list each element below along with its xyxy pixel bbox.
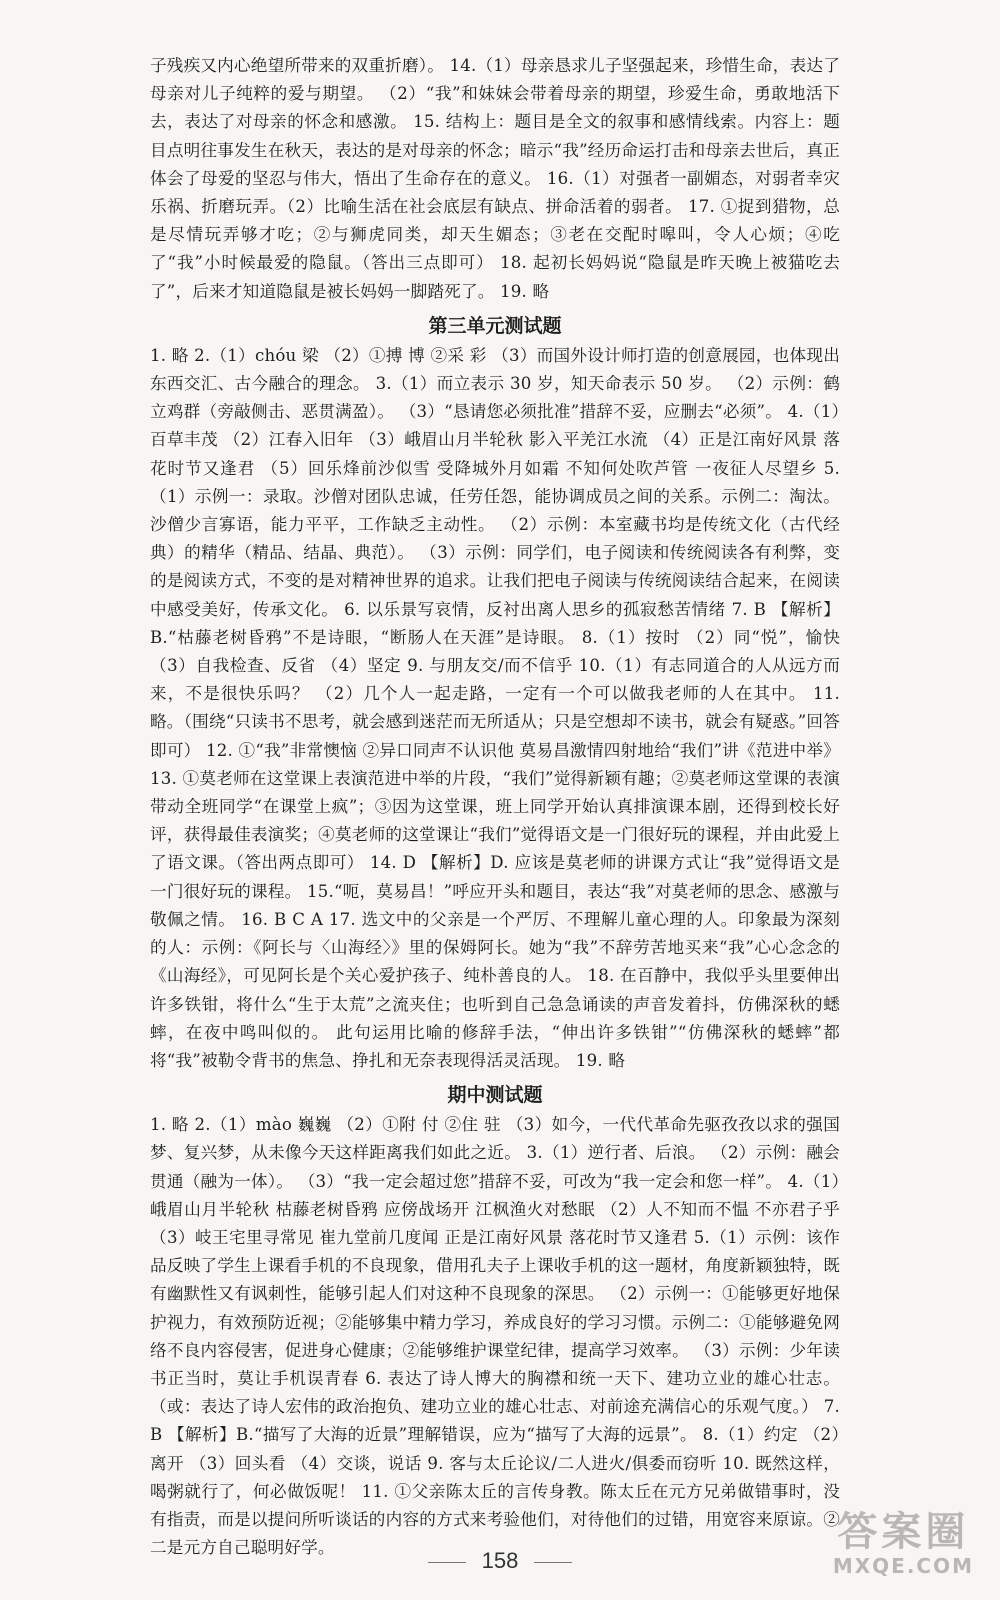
watermark-en: MXQE.COM [832, 1554, 974, 1578]
answer-block-midterm: 1. 略 2.（1）mào 巍巍 （2）①附 付 ②住 驻 （3）如今，一代代革命先驱孜孜以求的强国梦、复兴梦，从未像今天这样距离我们如此之近。 3.（1）逆行者、后浪。 （2）示例：融会贯通（融为一体）。 （3）“我一定会超过您”措辞不妥，可改为“我一定会和您一样”。 4.（1）峨眉山月半轮秋 枯藤老树昏鸦 应傍战场开 江枫渔火对愁眠 （2）人不知而不愠 不亦君子乎 （3）岐王宅里寻常见 崔九堂前几度闻 正是江南好风景 落花时节又逢君 5.（1）示例：该作品反映了学生上课看手机的不良现象，借用孔夫子上课收手机的这一题材，角度新颖独特，既有幽默性又有讽刺性，能够引起人们对这种不良现象的深思。 （2）示例一：①能够更好地保护视力，有效预防近视；②能够集中精力学习，养成良好的学习习惯。示例二：①能够避免网络不良内容侵害，促进身心健康；②能够维护课堂纪律，提高学习效率。 （3）示例：少年读书正当时，莫让手机误青春 6. 表达了诗人博大的胸襟和统一天下、建功立业的雄心壮志。（或：表达了诗人宏伟的政治抱负、建功立业的雄心壮志、对前途充满信心的乐观气度。） 7. B 【解析】B.“描写了大海的近景”理解错误，应为“描写了大海的远景”。 8.（1）约定 （2）离开 （3）回头看 （4）交谈，说话 9. 客与太丘论议/二人进火/俱委而窃听 10. 既然这样，喝粥就行了，何必做饭呢！ 11. ①父亲陈太丘的言传身教。陈太丘在元方兄弟做错事时，没有指责，而是以提问所听谈话的内容的方式来考验他们，对待他们的过错，用宽容来原谅。②二是元方自己聪明好学。 [150, 1115, 840, 1558]
answer-block-unit3: 1. 略 2.（1）chóu 梁 （2）①搏 博 ②采 彩 （3）而国外设计师打造的创意展园，也体现出东西交汇、古今融合的理念。 3.（1）而立表示 30 岁，知天命表示 50 岁。 （2）示例：鹤立鸡群（旁敲侧击、恶贯满盈）。 （3）“恳请您必须批准”措辞不妥，应删去“必须”。 4.（1）百草丰茂 （2）江春入旧年 （3）峨眉山月半轮秋 影入平羌江水流 （4）正是江南好风景 落花时节又逢君 （5）回乐烽前沙似雪 受降城外月如霜 不知何处吹芦管 一夜征人尽望乡 5.（1）示例一：录取。沙僧对团队忠诚，任劳任怨，能协调成员之间的关系。示例二：淘汰。沙僧少言寡语，能力平平，工作缺乏主动性。 （2）示例：本室藏书均是传统文化（古代经典）的精华（精品、结晶、典范）。 （3）示例：同学们，电子阅读和传统阅读各有利弊，变的是阅读方式，不变的是对精神世界的追求。让我们把电子阅读与传统阅读结合起来，在阅读中感受美好，传承文化。 6. 以乐景写哀情，反衬出离人思乡的孤寂愁苦情绪 7. B 【解析】B.“枯藤老树昏鸦”不是诗眼，“断肠人在天涯”是诗眼。 8.（1）按时 （2）同“悦”，愉快 （3）自我检查、反省 （4）坚定 9. 与朋友交/而不信乎 10.（1）有志同道合的人从远方而来，不是很快乐吗？ （2）几个人一起走路，一定有一个可以做我老师的人在其中。 11. 略。（围绕“只读书不思考，就会感到迷茫而无所适从；只是空想却不读书，就会有疑惑。”回答即可） 12. ①“我”非常懊恼 ②异口同声不认识他 莫易昌激情四射地给“我们”讲《范进中举》 13. ①莫老师在这堂课上表演范进中举的片段，“我们”觉得新颖有趣；②莫老师这堂课的表演带动全班同学“在课堂上疯”；③因为这堂课，班上同学开始认真排演课本剧，还得到校长好评，获得最佳表演奖；④莫老师的这堂课让“我们”觉得语文是一门很好玩的课程，并由此爱上了语文课。（答出两点即可） 14. D 【解析】D. 应该是莫老师的讲课方式让“我”觉得语文是一门很好玩的课程。 15.“呃，莫易昌！”呼应开头和题目，表达“我”对莫老师的思念、感激与敬佩之情。 16. B C A 17. 选文中的父亲是一个严厉、不理解儿童心理的人。印象最为深刻的人：示例：《阿长与〈山海经〉》里的保姆阿长。她为“我”不辞劳苦地买来“我”心心念念的《山海经》，可见阿长是个关心爱护孩子、纯朴善良的人。 18. 在百静中，我似乎头里要伸出许多铁钳，将什么“生于太荒”之流夹住；也听到自己急急诵读的声音发着抖，仿佛深秋的蟋蟀，在夜中鸣叫似的。 此句运用比喻的修辞手法，“伸出许多铁钳”“仿佛深秋的蟋蟀”都将“我”被勒令背书的焦急、挣扎和无奈表现得活灵活现。 19. 略 [150, 345, 840, 1070]
page-number-dash-left [428, 1562, 466, 1563]
answer-block-unit2-end: 子残疾又内心绝望所带来的双重折磨）。 14.（1）母亲恳求儿子坚强起来，珍惜生命，表达了母亲对儿子纯粹的爱与期望。 （2）“我”和妹妹会带着母亲的期望，珍爱生命，勇敢地活下去，表达了对母亲的怀念和感激。 15. 结构上：题目是全文的叙事和感情线索。内容上：题目点明往事发生在秋天，表达的是对母亲的怀念；暗示“我”经历命运打击和母亲去世后，真正体会了母爱的坚忍与伟大，悟出了生命存在的意义。 16.（1）对强者一副媚态，对弱者幸灾乐祸、折磨玩弄。（2）比喻生活在社会底层有缺点、拼命活着的弱者。 17. ①捉到猎物，总是尽情玩弄够才吃；②与狮虎同类，却天生媚态；③老在交配时嗥叫，令人心烦；④吃了“我”小时候最爱的隐鼠。（答出三点即可） 18. 起初长妈妈说“隐鼠是昨天晚上被猫吃去了”，后来才知道隐鼠是被长妈妈一脚踏死了。 19. 略 [150, 56, 840, 301]
section-title-midterm: 期中测试题 [447, 1084, 543, 1107]
page-number-dash-right [534, 1562, 572, 1563]
answer-page [150, 52, 840, 1562]
watermark-cn: 答案圈 [837, 1509, 970, 1555]
watermark-logo [833, 1510, 974, 1578]
page-number-text: 158 [481, 1548, 519, 1573]
section-title-unit3: 第三单元测试题 [428, 314, 562, 337]
